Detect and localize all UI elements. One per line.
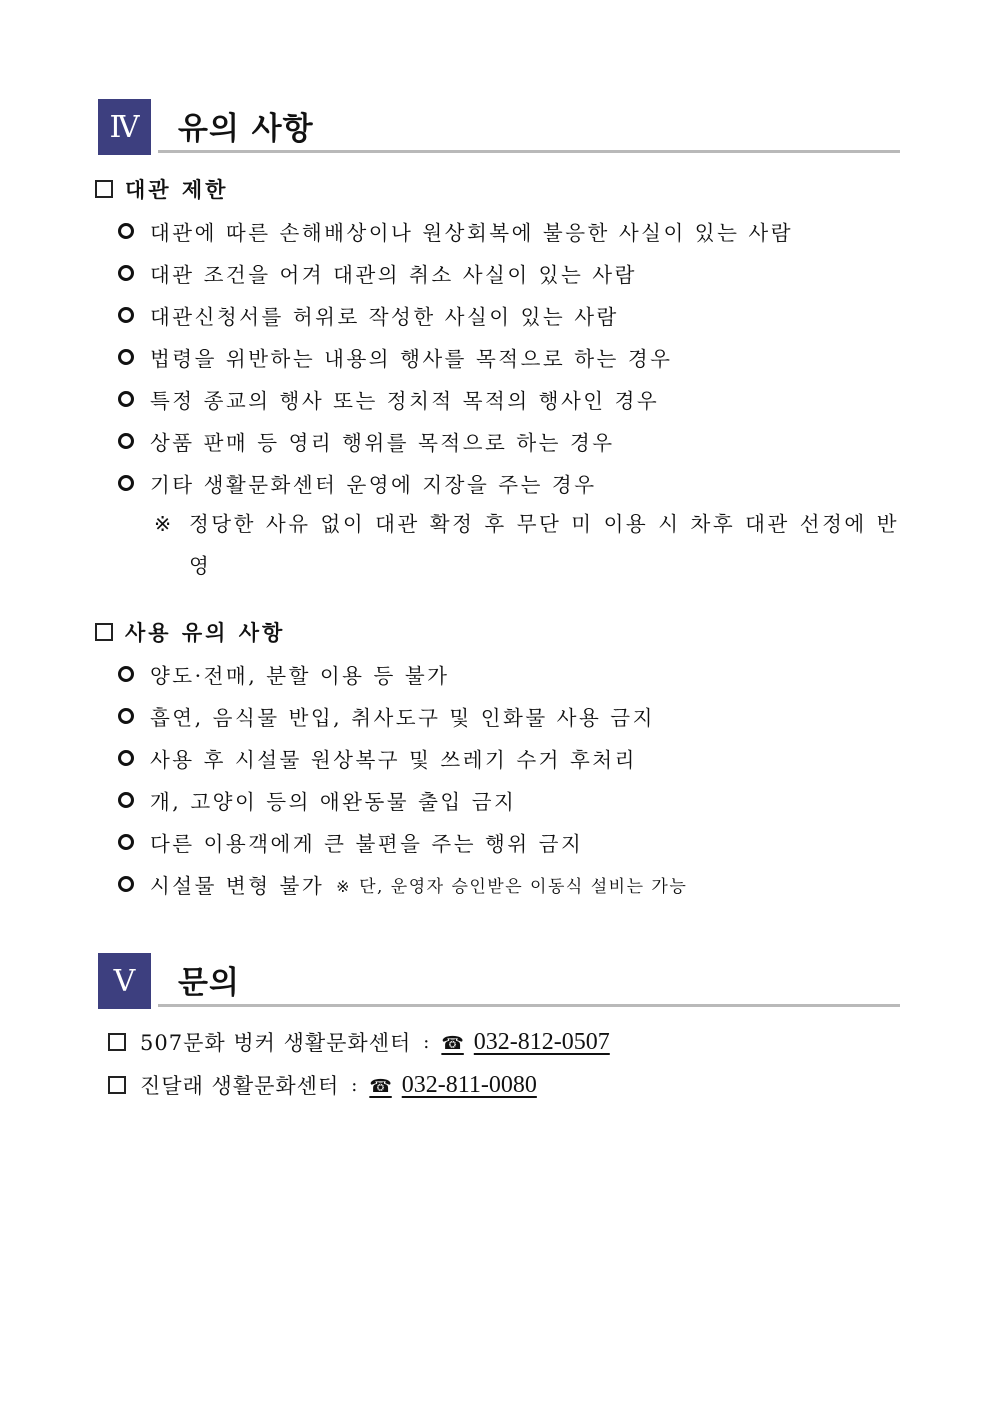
list-item xyxy=(118,300,619,330)
list-item-text: 양도·전매, 분할 이용 등 불가 xyxy=(150,664,450,688)
checkbox-square-icon xyxy=(108,1076,126,1094)
list-item-text: 법령을 위반하는 내용의 행사를 목적으로 하는 경우 xyxy=(150,347,673,371)
list-item xyxy=(118,468,597,498)
list-item-text: 사용 후 시설물 원상복구 및 쓰레기 수거 후처리 xyxy=(150,748,637,772)
list-item xyxy=(118,869,687,899)
bullet-circle-icon xyxy=(118,265,134,281)
contact-name: 진달래 생활문화센터 xyxy=(140,1074,340,1098)
bullet-circle-icon xyxy=(118,834,134,850)
list-item-text: 대관 조건을 어겨 대관의 취소 사실이 있는 사람 xyxy=(150,263,637,287)
list-item xyxy=(118,342,672,372)
list-item-text: 시설물 변형 불가 xyxy=(150,874,325,898)
phone-number: 032-811-0080 xyxy=(401,1071,537,1098)
subheading-label: 대관 제한 xyxy=(125,177,229,202)
list-item xyxy=(118,426,615,456)
section-header-precautions xyxy=(98,99,900,155)
section-title: 유의 사항 xyxy=(178,111,314,147)
telephone-icon: ☎ xyxy=(369,1075,392,1096)
bullet-circle-icon xyxy=(118,876,134,892)
reference-mark-icon: ※ xyxy=(154,512,174,536)
remark-note xyxy=(154,503,899,587)
phone-number: 032-812-0507 xyxy=(473,1028,610,1055)
bullet-circle-icon xyxy=(118,391,134,407)
bullet-circle-icon xyxy=(118,223,134,239)
bullet-circle-icon xyxy=(118,666,134,682)
list-item xyxy=(118,216,793,246)
section-title: 문의 xyxy=(178,965,240,1001)
inline-note xyxy=(336,872,687,897)
section-numeral-box: Ⅴ xyxy=(98,953,151,1009)
list-item xyxy=(118,827,583,857)
list-item-text: 흡연, 음식물 반입, 취사도구 및 인화물 사용 금지 xyxy=(150,706,655,730)
subheading-usage-notes xyxy=(95,617,285,647)
checkbox-square-icon xyxy=(95,623,113,641)
bullet-circle-icon xyxy=(118,708,134,724)
subheading-label: 사용 유의 사항 xyxy=(125,620,286,645)
reference-mark-icon: ※ xyxy=(336,876,352,896)
subheading-rental-limits xyxy=(95,174,228,204)
list-item-text: 개, 고양이 등의 애완동물 출입 금지 xyxy=(150,790,517,814)
list-item xyxy=(118,701,655,731)
contact-separator: : xyxy=(423,1031,430,1053)
remark-text: 정당한 사유 없이 대관 확정 후 무단 미 이용 시 차후 대관 선정에 반영 xyxy=(189,512,899,578)
contact-name: 507문화 벙커 생활문화센터 xyxy=(140,1031,412,1055)
bullet-circle-icon xyxy=(118,433,134,449)
list-item xyxy=(118,659,449,689)
checkbox-square-icon xyxy=(108,1033,126,1051)
phone-link[interactable] xyxy=(441,1029,609,1056)
section-numeral-box: Ⅳ xyxy=(98,99,151,155)
list-item xyxy=(118,384,659,414)
section-header-inquiry xyxy=(98,953,900,1009)
list-item-text: 기타 생활문화센터 운영에 지장을 주는 경우 xyxy=(150,473,597,497)
bullet-circle-icon xyxy=(118,792,134,808)
list-item xyxy=(118,258,637,288)
telephone-icon: ☎ xyxy=(441,1032,464,1053)
section-divider xyxy=(158,1004,900,1007)
bullet-circle-icon xyxy=(118,750,134,766)
contact-separator: : xyxy=(351,1074,358,1096)
list-item-text: 특정 종교의 행사 또는 정치적 목적의 행사인 경우 xyxy=(150,389,660,413)
list-item-text: 상품 판매 등 영리 행위를 목적으로 하는 경우 xyxy=(150,431,615,455)
checkbox-square-icon xyxy=(95,180,113,198)
list-item-text: 대관신청서를 허위로 작성한 사실이 있는 사람 xyxy=(150,305,619,329)
contact-row xyxy=(108,1070,537,1100)
list-item-text: 대관에 따른 손해배상이나 원상회복에 불응한 사실이 있는 사람 xyxy=(150,221,793,245)
phone-link[interactable] xyxy=(369,1072,537,1099)
bullet-circle-icon xyxy=(118,349,134,365)
contact-row xyxy=(108,1027,610,1057)
list-item xyxy=(118,743,637,773)
bullet-circle-icon xyxy=(118,475,134,491)
section-divider xyxy=(158,150,900,153)
list-item-text: 다른 이용객에게 큰 불편을 주는 행위 금지 xyxy=(150,832,584,856)
bullet-circle-icon xyxy=(118,307,134,323)
inline-note-text: 단, 운영자 승인받은 이동식 설비는 가능 xyxy=(359,876,688,897)
list-item xyxy=(118,785,516,815)
